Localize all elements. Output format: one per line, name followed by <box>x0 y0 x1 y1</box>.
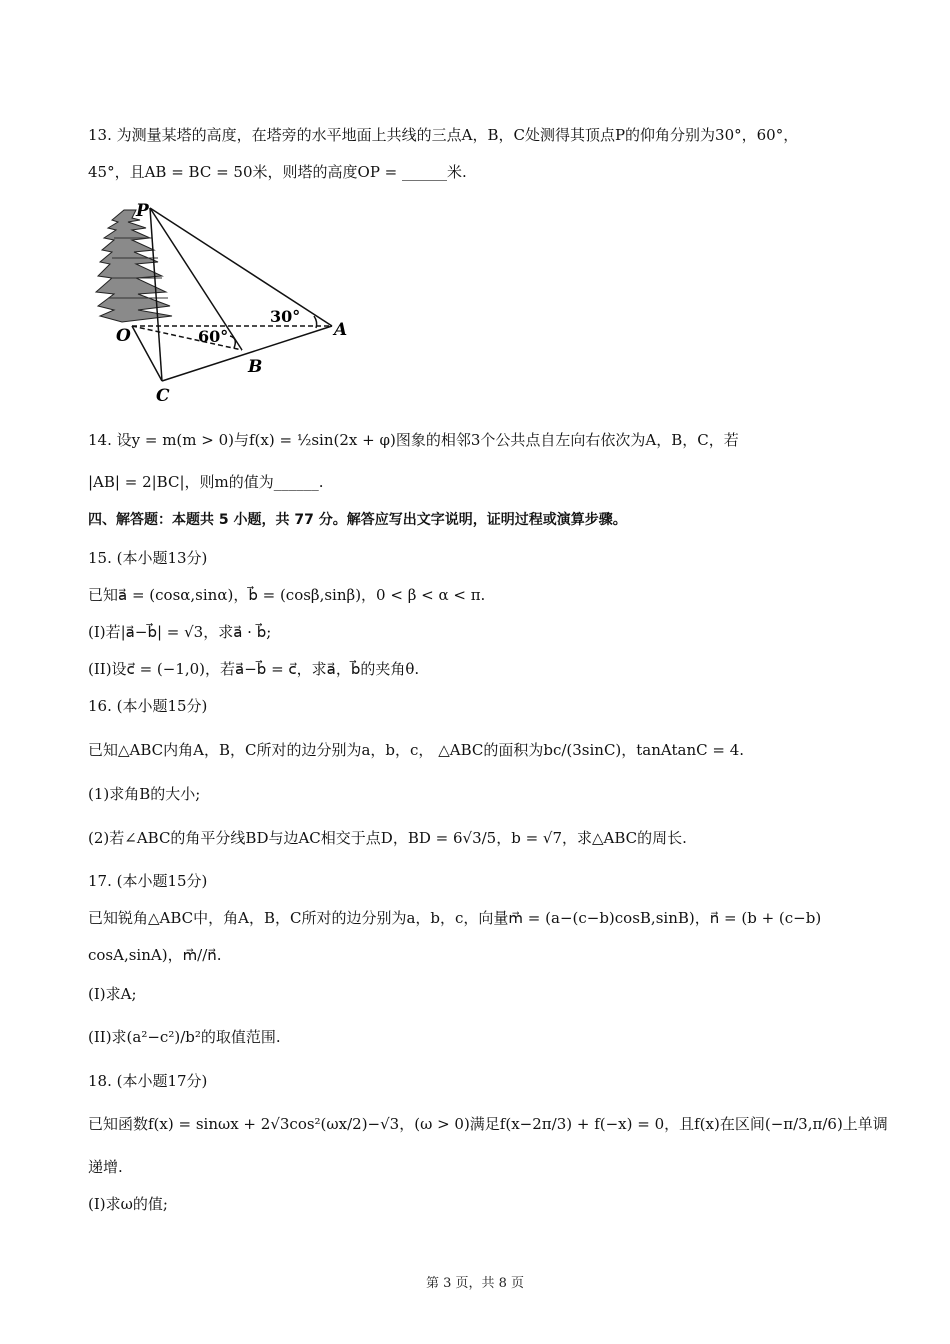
section4-heading: 四、解答题：本题共 5 小题，共 77 分。解答应写出文字说明，证明过程或演算步骤。 <box>88 512 627 528</box>
q15-given: 已知a⃗ = (cosα,sinα)，b⃗ = (cosβ,sinβ)，0 < β < α < π. <box>88 586 486 604</box>
tower-diagram <box>92 198 352 410</box>
angle-60-label: 60° <box>198 327 229 346</box>
q16-part2: (2)若∠ABC的角平分线BD与边AC相交于点D，BD = 6√3/5，b = √7，求△ABC的周长. <box>88 829 687 847</box>
label-c: C <box>156 386 170 406</box>
geometry-lines <box>132 208 332 381</box>
label-a: A <box>334 320 348 340</box>
q18-part1: (I)求ω的值; <box>88 1195 168 1213</box>
angle-30-label: 30° <box>270 307 301 326</box>
label-p: P <box>136 201 149 221</box>
q18-given2: 递增. <box>88 1158 123 1176</box>
q14-line2: |AB| = 2|BC|，则m的值为______. <box>88 473 324 491</box>
label-b: B <box>248 357 263 377</box>
q17-given1: 已知锐角△ABC中，角A，B，C所对的边分别为a，b，c，向量m⃗ = (a−(c−b)cosB,sinB)，n⃗ = (b + (c−b) <box>88 909 822 927</box>
q16-given: 已知△ABC内角A，B，C所对的边分别为a，b，c， △ABC的面积为bc/(3sinC)，tanAtanC = 4. <box>88 741 745 759</box>
q16-part1: (1)求角B的大小; <box>88 785 201 803</box>
q18-header: 18. (本小题17分) <box>88 1072 208 1090</box>
tower-figure <box>92 198 352 410</box>
q17-given2: cosA,sinA)，m⃗//n⃗. <box>88 946 222 964</box>
q17-header: 17. (本小题15分) <box>88 872 208 890</box>
q15-part1: (I)若|a⃗−b⃗| = √3，求a⃗ · b⃗; <box>88 623 272 641</box>
q18-given1: 已知函数f(x) = sinωx + 2√3cos²(ωx/2)−√3，(ω > 0)满足f(x−2π/3) + f(−x) = 0，且f(x)在区间(−π/3,π/6)上单调 <box>88 1115 888 1133</box>
q16-header: 16. (本小题15分) <box>88 697 208 715</box>
label-o: O <box>116 326 131 346</box>
q17-part1: (I)求A; <box>88 985 137 1003</box>
q17-part2: (II)求(a²−c²)/b²的取值范围. <box>88 1028 281 1046</box>
q15-part2: (II)设c⃗ = (−1,0)，若a⃗−b⃗ = c⃗，求a⃗，b⃗的夹角θ. <box>88 660 420 678</box>
q15-header: 15. (本小题13分) <box>88 549 208 567</box>
page-footer: 第 3 页，共 8 页 <box>425 1276 525 1291</box>
q13-line2: 45°，且AB = BC = 50米，则塔的高度OP = ______米. <box>88 163 467 181</box>
tower-drawing <box>96 210 172 322</box>
q13-line1: 13. 为测量某塔的高度，在塔旁的水平地面上共线的三点A，B，C处测得其顶点P的仰角分别为30°，60°， <box>88 126 799 144</box>
q14-line1: 14. 设y = m(m > 0)与f(x) = ½sin(2x + φ)图象的相邻3个公共点自左向右依次为A，B，C，若 <box>88 431 739 449</box>
